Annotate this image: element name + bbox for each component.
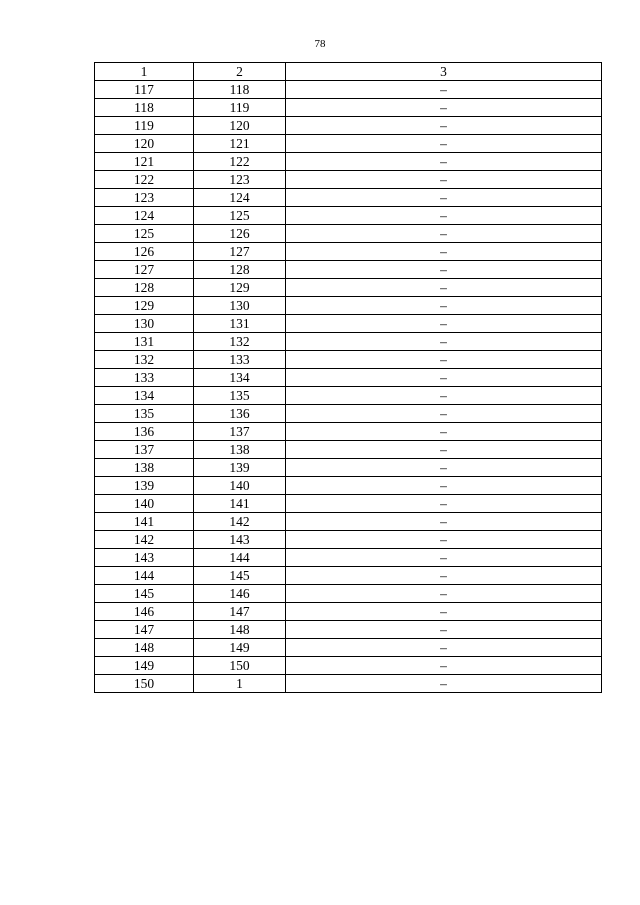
table-cell-col-2: 123 [194, 171, 286, 189]
header-row [95, 63, 602, 81]
table-cell-col-1: 123 [95, 189, 194, 207]
table-cell-col-3: – [286, 369, 602, 387]
table-cell-col-1: 124 [95, 207, 194, 225]
table-cell-col-2: 132 [194, 333, 286, 351]
table-cell-col-1: 148 [95, 639, 194, 657]
table-cell-col-2: 130 [194, 297, 286, 315]
table-row [95, 639, 602, 657]
table-cell-col-3: – [286, 315, 602, 333]
table-cell-col-3: – [286, 549, 602, 567]
table-cell-col-1: 119 [95, 117, 194, 135]
table-row [95, 225, 602, 243]
table-cell-col-3: – [286, 585, 602, 603]
table-cell-col-1: 138 [95, 459, 194, 477]
table-row [95, 207, 602, 225]
table-row [95, 657, 602, 675]
table-cell-col-3: – [286, 243, 602, 261]
table-cell-col-1: 146 [95, 603, 194, 621]
table-row [95, 405, 602, 423]
table-row [95, 603, 602, 621]
table-cell-col-1: 118 [95, 99, 194, 117]
table-cell-col-2: 146 [194, 585, 286, 603]
table-row [95, 351, 602, 369]
table-cell-col-2: 131 [194, 315, 286, 333]
table-cell-col-1: 122 [95, 171, 194, 189]
table-cell-col-1: 140 [95, 495, 194, 513]
table-cell-col-3: – [286, 459, 602, 477]
table-cell-col-2: 1 [194, 675, 286, 693]
table-row [95, 279, 602, 297]
table-cell-col-1: 130 [95, 315, 194, 333]
table-cell-col-3: – [286, 189, 602, 207]
table-row [95, 423, 602, 441]
table-cell-col-1: 121 [95, 153, 194, 171]
table-cell-col-3: – [286, 567, 602, 585]
table-row [95, 477, 602, 495]
table-row [95, 117, 602, 135]
table-row [95, 531, 602, 549]
table-row [95, 297, 602, 315]
table-cell-col-2: 138 [194, 441, 286, 459]
table-cell-col-1: 134 [95, 387, 194, 405]
table-cell-col-3: – [286, 639, 602, 657]
table-cell-col-3: – [286, 153, 602, 171]
table-cell-col-2: 133 [194, 351, 286, 369]
column-header-1: 1 [95, 63, 194, 81]
table-cell-col-3: – [286, 513, 602, 531]
table-cell-col-2: 144 [194, 549, 286, 567]
table-cell-col-1: 147 [95, 621, 194, 639]
table-row [95, 369, 602, 387]
table-row [95, 135, 602, 153]
table-cell-col-2: 150 [194, 657, 286, 675]
table-cell-col-3: – [286, 405, 602, 423]
table-cell-col-3: – [286, 531, 602, 549]
table-cell-col-1: 149 [95, 657, 194, 675]
table-cell-col-1: 120 [95, 135, 194, 153]
table-cell-col-1: 128 [95, 279, 194, 297]
table-cell-col-3: – [286, 603, 602, 621]
column-header-3: 3 [286, 63, 602, 81]
table-cell-col-2: 141 [194, 495, 286, 513]
table-cell-col-3: – [286, 387, 602, 405]
table-cell-col-2: 124 [194, 189, 286, 207]
table-cell-col-1: 125 [95, 225, 194, 243]
table-cell-col-2: 125 [194, 207, 286, 225]
table-cell-col-2: 126 [194, 225, 286, 243]
table-header [95, 63, 602, 81]
table-cell-col-3: – [286, 117, 602, 135]
table-row [95, 81, 602, 99]
table-row [95, 99, 602, 117]
table-cell-col-2: 122 [194, 153, 286, 171]
table-cell-col-3: – [286, 351, 602, 369]
table-cell-col-1: 144 [95, 567, 194, 585]
table-cell-col-1: 141 [95, 513, 194, 531]
table-cell-col-3: – [286, 279, 602, 297]
table-row [95, 387, 602, 405]
table-cell-col-1: 142 [95, 531, 194, 549]
table-row [95, 243, 602, 261]
table-cell-col-1: 137 [95, 441, 194, 459]
table-cell-col-2: 145 [194, 567, 286, 585]
table-cell-col-2: 136 [194, 405, 286, 423]
table-row [95, 621, 602, 639]
table-cell-col-2: 121 [194, 135, 286, 153]
table-cell-col-3: – [286, 207, 602, 225]
table-row [95, 189, 602, 207]
table-cell-col-2: 127 [194, 243, 286, 261]
table-cell-col-1: 127 [95, 261, 194, 279]
table-cell-col-3: – [286, 261, 602, 279]
table-row [95, 171, 602, 189]
table-cell-col-2: 134 [194, 369, 286, 387]
table-cell-col-2: 118 [194, 81, 286, 99]
table-cell-col-3: – [286, 657, 602, 675]
table-row [95, 549, 602, 567]
table-cell-col-3: – [286, 441, 602, 459]
table-cell-col-3: – [286, 423, 602, 441]
table-cell-col-2: 119 [194, 99, 286, 117]
table-cell-col-2: 128 [194, 261, 286, 279]
table-cell-col-3: – [286, 621, 602, 639]
table-row [95, 675, 602, 693]
table-cell-col-3: – [286, 81, 602, 99]
table-cell-col-1: 143 [95, 549, 194, 567]
table-cell-col-2: 139 [194, 459, 286, 477]
table-cell-col-1: 145 [95, 585, 194, 603]
table-cell-col-1: 131 [95, 333, 194, 351]
table-cell-col-3: – [286, 297, 602, 315]
table-cell-col-2: 135 [194, 387, 286, 405]
table-cell-col-3: – [286, 477, 602, 495]
table-row [95, 315, 602, 333]
table-cell-col-1: 150 [95, 675, 194, 693]
table-cell-col-3: – [286, 135, 602, 153]
table-body [95, 81, 602, 693]
table-row [95, 459, 602, 477]
table-cell-col-2: 129 [194, 279, 286, 297]
table-cell-col-2: 148 [194, 621, 286, 639]
table-cell-col-3: – [286, 675, 602, 693]
table-cell-col-3: – [286, 333, 602, 351]
table-row [95, 495, 602, 513]
table-cell-col-3: – [286, 171, 602, 189]
table-cell-col-2: 142 [194, 513, 286, 531]
data-table [94, 62, 602, 693]
table-row [95, 513, 602, 531]
table-cell-col-1: 133 [95, 369, 194, 387]
table-cell-col-3: – [286, 495, 602, 513]
table-cell-col-1: 139 [95, 477, 194, 495]
table-row [95, 585, 602, 603]
table-row [95, 333, 602, 351]
table-row [95, 567, 602, 585]
table-cell-col-2: 143 [194, 531, 286, 549]
table-cell-col-1: 126 [95, 243, 194, 261]
table-cell-col-2: 120 [194, 117, 286, 135]
table-cell-col-1: 136 [95, 423, 194, 441]
table-cell-col-2: 149 [194, 639, 286, 657]
table-cell-col-1: 135 [95, 405, 194, 423]
table-cell-col-2: 137 [194, 423, 286, 441]
page-number: 78 [314, 38, 326, 50]
table-row [95, 261, 602, 279]
table-cell-col-3: – [286, 99, 602, 117]
table-row [95, 441, 602, 459]
table-cell-col-2: 140 [194, 477, 286, 495]
column-header-2: 2 [194, 63, 286, 81]
table-cell-col-1: 129 [95, 297, 194, 315]
table-cell-col-1: 117 [95, 81, 194, 99]
table-row [95, 153, 602, 171]
table-cell-col-3: – [286, 225, 602, 243]
table-cell-col-2: 147 [194, 603, 286, 621]
table-cell-col-1: 132 [95, 351, 194, 369]
